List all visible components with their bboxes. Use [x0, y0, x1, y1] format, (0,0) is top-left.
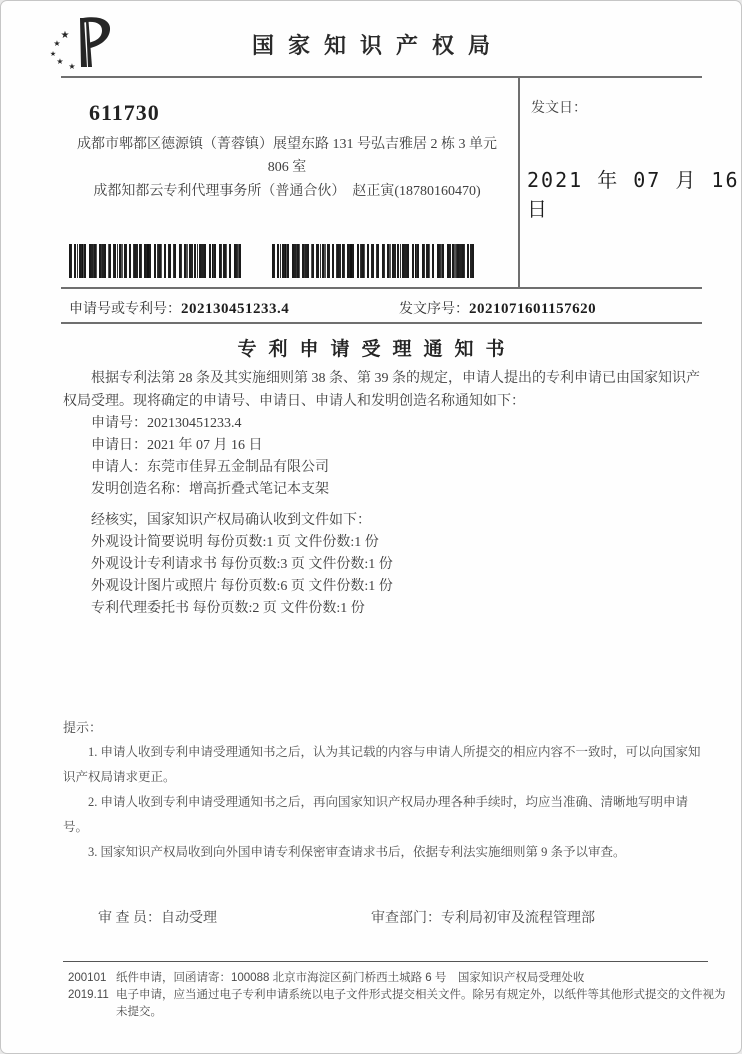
field-invention-title: 发明创造名称：增高折叠式笔记本支架	[91, 482, 329, 497]
field-application-date: 申请日：2021 年 07 月 16 日	[91, 438, 263, 453]
dispatch-date-value: 2021 年 07 月 16 日	[527, 168, 740, 221]
postal-code: 611730	[89, 100, 160, 125]
svg-text:★: ★	[60, 30, 70, 41]
tip-item: 3. 国家知识产权局收到向外国申请专利保密审查请求书后，依据专利法实施细则第 9 条予以审查。	[88, 845, 626, 859]
examiner-value: 自动受理	[161, 911, 217, 926]
numbers-divider	[61, 322, 702, 324]
agent-line: 成都知都云专利代理事务所（普通合伙） 赵正寅(18780160470)	[93, 184, 481, 199]
department-label: 审查部门：	[371, 911, 441, 926]
tips-section	[63, 715, 708, 865]
footer-form-version: 2019.11	[68, 989, 109, 1001]
barcode-divider	[61, 287, 702, 289]
received-doc-item: 外观设计简要说明 每份页数:1 页 文件份数:1 份	[91, 535, 379, 550]
svg-text:★: ★	[53, 39, 61, 48]
department-row	[371, 907, 595, 927]
address-line-1: 成都市郫都区德源镇（菁蓉镇）展望东路 131 号弘吉雅居 2 栋 3 单元	[77, 137, 497, 152]
examiner-row	[98, 907, 217, 927]
addressee-block	[63, 133, 511, 203]
agency-title: 国家知识产权局	[251, 33, 504, 58]
examiner-label: 审 查 员：	[98, 911, 161, 926]
dispatch-number-value: 2021071601157620	[469, 301, 597, 317]
address-line-2: 806 室	[267, 160, 307, 175]
received-documents	[63, 510, 701, 620]
footer-row-electronic	[68, 987, 736, 1021]
received-doc-item: 专利代理委托书 每份页数:2 页 文件份数:1 份	[91, 601, 365, 616]
footer-paper-instruction: 纸件申请，回函请寄：100088 北京市海淀区蓟门桥西土城路 6 号 国家知识产权局受理处收	[116, 972, 585, 984]
field-application-no: 申请号：202130451233.4	[91, 416, 242, 431]
tips-label: 提示：	[63, 720, 103, 735]
dispatch-number-row	[399, 298, 596, 318]
application-number-label: 申请号或专利号：	[69, 302, 181, 317]
notice-title: 专利申请受理通知书	[237, 339, 517, 360]
notice-paragraph: 根据专利法第 28 条及其实施细则第 38 条、第 39 条的规定，申请人提出的专利申请已由国家知识产权局受理。现将确定的申请号、申请日、申请人和发明创造名称通知如下：	[63, 371, 700, 409]
dispatch-number-label: 发文序号：	[399, 302, 469, 317]
footer-electronic-instruction: 电子申请，应当通过电子专利申请系统以电子文件形式提交相关文件。除另有规定外，以纸件等其他形式提交的文件视为未提交。	[116, 989, 726, 1018]
svg-text:★: ★	[68, 62, 76, 71]
address-date-divider	[518, 76, 520, 288]
department-value: 专利局初审及流程管理部	[441, 911, 595, 926]
received-doc-item: 外观设计图片或照片 每份页数:6 页 文件份数:1 份	[91, 579, 393, 594]
svg-text:★: ★	[56, 57, 64, 66]
application-number-row	[69, 298, 289, 318]
footer	[68, 970, 736, 1021]
application-number-value: 202130451233.4	[181, 301, 290, 317]
svg-text:★: ★	[49, 50, 57, 58]
barcode-right	[272, 244, 475, 278]
header-divider	[61, 76, 702, 78]
footer-row-paper	[68, 970, 736, 987]
notice-body	[63, 367, 701, 620]
field-applicant: 申请人：东莞市佳昇五金制品有限公司	[91, 460, 329, 475]
dispatch-date-label: 发文日：	[531, 101, 587, 116]
footer-form-code: 200101	[68, 972, 107, 984]
barcode-left	[69, 244, 241, 278]
received-intro: 经核实，国家知识产权局确认收到文件如下：	[91, 513, 371, 528]
received-doc-item: 外观设计专利请求书 每份页数:3 页 文件份数:1 份	[91, 557, 393, 572]
footer-divider	[63, 961, 708, 962]
application-fields	[63, 413, 701, 501]
tip-item: 2. 申请人收到专利申请受理通知书之后，再向国家知识产权局办理各种手续时，均应当准确、清晰地写明申请号。	[63, 795, 689, 834]
tip-item: 1. 申请人收到专利申请受理通知书之后，认为其记载的内容与申请人所提交的相应内容不一致时，可以向国家知识产权局请求更正。	[63, 745, 701, 784]
